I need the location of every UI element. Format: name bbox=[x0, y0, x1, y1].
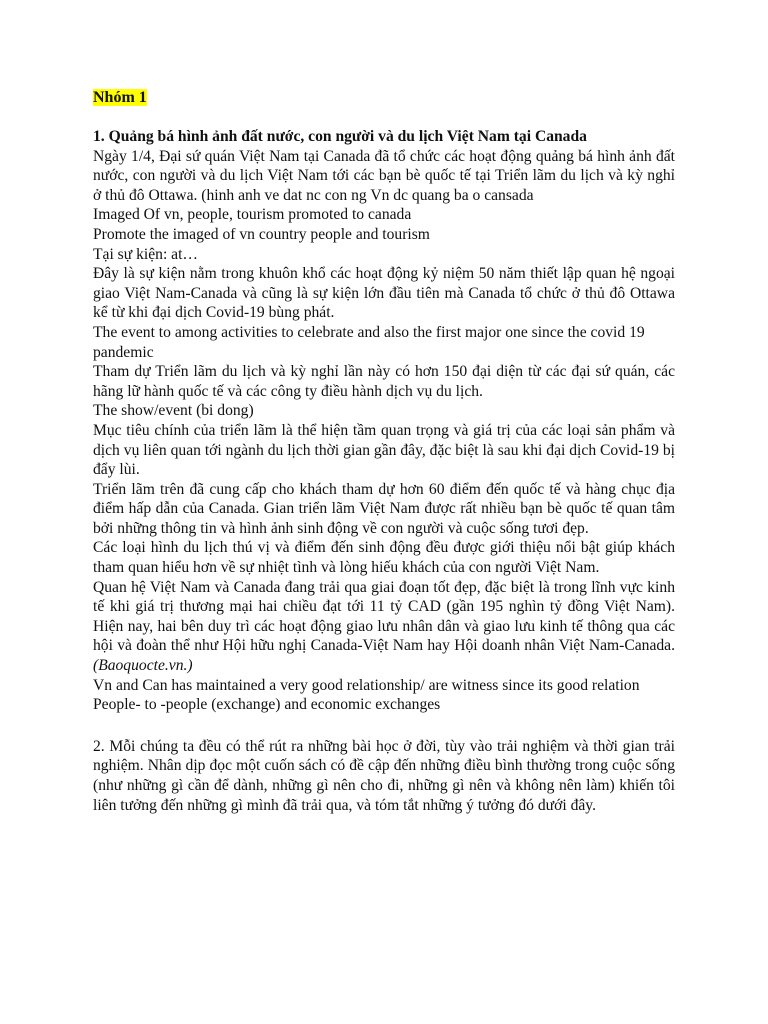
paragraph-7 bbox=[93, 578, 675, 676]
note-6: Vn and Can has maintained a very good relationship/ are witness since its good relation bbox=[93, 676, 640, 694]
paragraph-2: Đây là sự kiện nằm trong khuôn khổ các hoạt động kỷ niệm 50 năm thiết lập quan hệ ngoại giao Việt Nam-Canada và cũng là sự kiện lớn đầu tiên mà Canada tổ chức ở thủ đô Ottawa kể từ khi đại dịch Covid-19 bùng phát. bbox=[93, 265, 675, 322]
document-page bbox=[93, 88, 675, 815]
paragraph-6: Các loại hình du lịch thú vị và điểm đến sinh động đều được giới thiệu nổi bật giúp khách tham quan hiểu hơn về sự nhiệt tình và lòng hiếu khách của con người Việt Nam. bbox=[93, 539, 675, 577]
paragraph-4: Mục tiêu chính của triển lãm là thể hiện tầm quan trọng và giá trị của các loại sản phẩm và dịch vụ liên quan tới ngành du lịch thời gian gần đây, đặc biệt là sau khi đại dịch Covid-19 bị đẩy lùi. bbox=[93, 421, 675, 479]
note-5: The show/event (bi dong) bbox=[93, 402, 254, 420]
section-spacer bbox=[93, 715, 675, 737]
note-7: People- to -people (exchange) and economic exchanges bbox=[93, 696, 441, 714]
source-citation: (Baoquocte.vn.) bbox=[93, 657, 193, 675]
paragraph-1: Ngày 1/4, Đại sứ quán Việt Nam tại Canada đã tổ chức các hoạt động quảng bá hình ảnh đất nước, con người và du lịch Việt Nam tới các bạn bè quốc tế tại Triển lãm du lịch và kỳ nghỉ ở thủ đô Ottawa. (hinh anh ve dat nc con ng Vn dc quang ba o cansada bbox=[93, 147, 675, 204]
note-3: Tại sự kiện: at… bbox=[93, 245, 199, 263]
note-4: The event to among activities to celebrate and also the first major one since the covid 19 pandemic bbox=[93, 323, 645, 361]
section-1-heading: 1. Quảng bá hình ảnh đất nước, con người và du lịch Việt Nam tại Canada bbox=[93, 128, 587, 145]
paragraph-5: Triển lãm trên đã cung cấp cho khách tham dự hơn 60 điểm đến quốc tế và hàng chục địa điểm hấp dẫn của Canada. Gian triển lãm Việt Nam được rất nhiều bạn bè quốc tế quan tâm bởi những thông tin và hình ảnh sinh động về con người và cuộc sống tươi đẹp. bbox=[93, 480, 675, 537]
group-label-highlight: Nhóm 1 bbox=[93, 89, 147, 106]
section-2-paragraph: 2. Mỗi chúng ta đều có thể rút ra những bài học ở đời, tùy vào trải nghiệm và thời gian trải nghiệm. Nhân dịp đọc một cuốn sách có đề cập đến những điều bình thường trong cuộc sống (như những gì cần để dành, những gì nên cho đi, những gì nên và không nên làm) khiến tôi liên tưởng đến những gì mình đã trải qua, và tóm tắt những ý tưởng đó dưới đây. bbox=[93, 737, 675, 814]
note-1: Imaged Of vn, people, tourism promoted to canada bbox=[93, 206, 412, 224]
paragraph-3: Tham dự Triển lãm du lịch và kỳ nghỉ lần này có hơn 150 đại diện từ các đại sứ quán, các hãng lữ hành quốc tế và các công ty điều hành dịch vụ du lịch. bbox=[93, 363, 675, 400]
note-2: Promote the imaged of vn country people and tourism bbox=[93, 225, 430, 243]
group-label bbox=[93, 88, 675, 108]
paragraph-7-text: Quan hệ Việt Nam và Canada đang trải qua giai đoạn tốt đẹp, đặc biệt là trong lĩnh vực kinh tế khi giá trị thương mại hai chiều đạt tới 11 tỷ CAD (gần 195 nghìn tỷ đồng Việt Nam). Hiện nay, hai bên duy trì các hoạt động giao lưu nhân dân và giao lưu kinh tế thông qua các hội và đoàn thể như Hội hữu nghị Canada-Việt Nam hay Hội doanh nhân Việt Nam-Canada. bbox=[93, 578, 675, 655]
